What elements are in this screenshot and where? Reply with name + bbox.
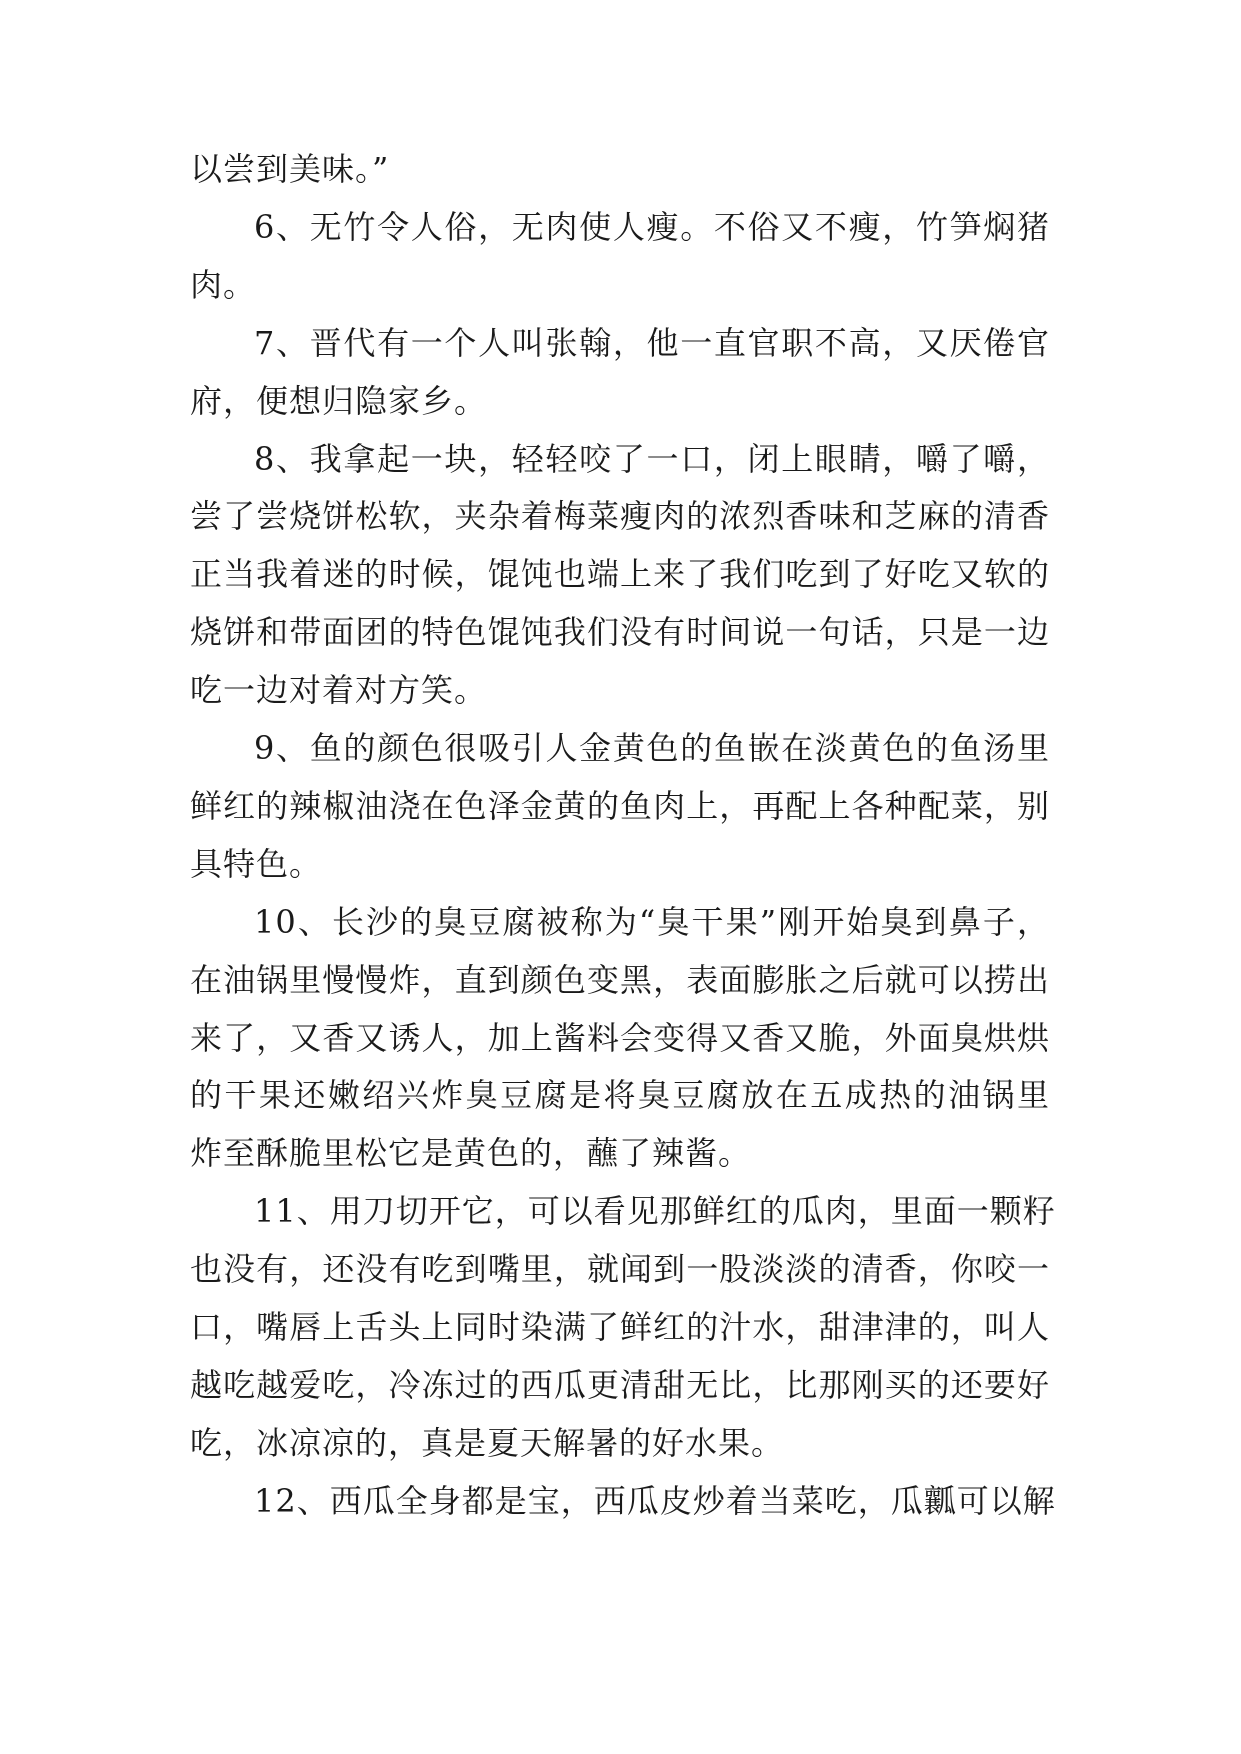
text-line: 府，便想归隐家乡。: [190, 382, 488, 420]
text-line: 11、用刀切开它，可以看见那鲜红的瓜肉，里面一颗籽: [254, 1192, 1056, 1230]
text-line: 吃，冰凉凉的，真是夏天解暑的好水果。: [190, 1424, 785, 1462]
text-line: 在油锅里慢慢炸，直到颜色变黑，表面膨胀之后就可以捞出: [190, 961, 1050, 999]
text-line: 尝了尝烧饼松软，夹杂着梅菜瘦肉的浓烈香味和芝麻的清香: [190, 497, 1050, 535]
text-line: 的干果还嫩绍兴炸臭豆腐是将臭豆腐放在五成热的油锅里: [190, 1076, 1050, 1114]
text-line: 8、我拿起一块，轻轻咬了一口，闭上眼睛，嚼了嚼，: [254, 440, 1050, 478]
text-line: 口，嘴唇上舌头上同时染满了鲜红的汁水，甜津津的，叫人: [190, 1308, 1050, 1346]
text-line: 肉。: [190, 266, 257, 304]
text-line: 10、长沙的臭豆腐被称为“臭干果”刚开始臭到鼻子，: [254, 903, 1050, 941]
text-line: 炸至酥脆里松它是黄色的，蘸了辣酱。: [190, 1134, 752, 1172]
text-line: 具特色。: [190, 845, 323, 883]
text-line: 7、晋代有一个人叫张翰，他一直官职不高，又厌倦官: [254, 324, 1050, 362]
text-line: 来了，又香又诱人，加上酱料会变得又香又脆，外面臭烘烘: [190, 1019, 1050, 1057]
text-line: 12、西瓜全身都是宝，西瓜皮炒着当菜吃，瓜瓤可以解: [254, 1482, 1056, 1520]
text-line: 6、无竹令人俗，无肉使人瘦。不俗又不瘦，竹笋焖猪: [254, 208, 1050, 246]
text-line: 吃一边对着对方笑。: [190, 671, 488, 709]
text-line: 9、鱼的颜色很吸引人金黄色的鱼嵌在淡黄色的鱼汤里: [254, 729, 1050, 767]
text-line: 鲜红的辣椒油浇在色泽金黄的鱼肉上，再配上各种配菜，别: [190, 787, 1050, 825]
text-line: 也没有，还没有吃到嘴里，就闻到一股淡淡的清香，你咬一: [190, 1250, 1050, 1288]
text-line: 正当我着迷的时候，馄饨也端上来了我们吃到了好吃又软的: [190, 555, 1050, 593]
text-line: 越吃越爱吃，冷冻过的西瓜更清甜无比，比那刚买的还要好: [190, 1366, 1050, 1404]
text-line: 以尝到美味。”: [190, 150, 390, 188]
text-line: 烧饼和带面团的特色馄饨我们没有时间说一句话，只是一边: [190, 613, 1050, 651]
